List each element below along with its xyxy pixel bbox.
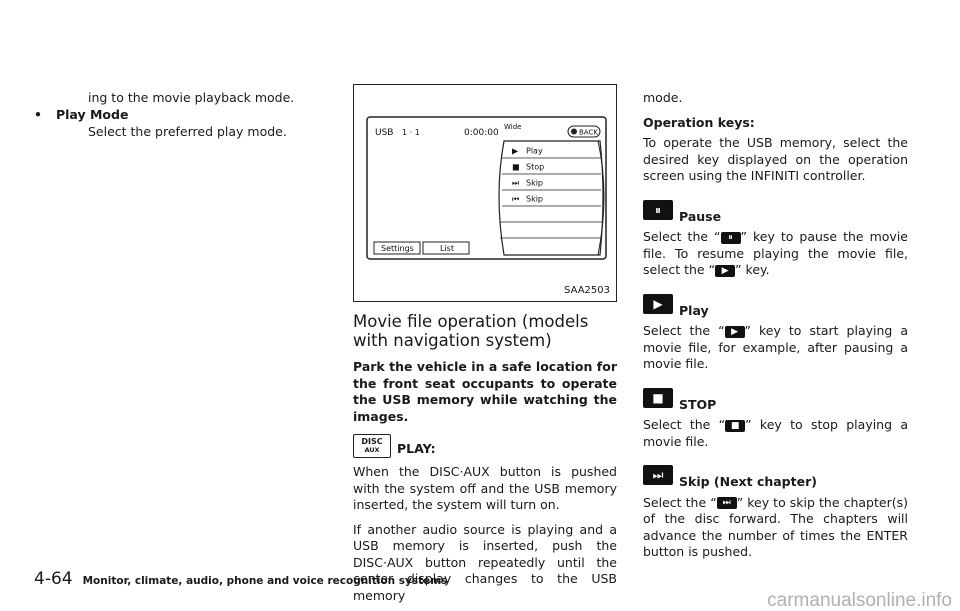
menu-label: Skip	[526, 194, 544, 204]
screen-track: 1 · 1	[402, 128, 420, 137]
play-icon: ▶	[715, 265, 735, 277]
skip-description: Select the “ ⏭ ” key to skip the chapter(s) of the disc forward. The chapters will advance the number of times the ENTER button is pushed.	[643, 494, 908, 559]
disc-aux-button-icon: DISC AUX	[353, 434, 391, 458]
section-heading: Movie file operation (models with navigation system)	[353, 312, 589, 350]
bullet-title: Play Mode	[55, 107, 129, 122]
menu-label: Skip	[526, 178, 544, 188]
pause-key-row	[643, 195, 908, 226]
menu-icon: ■	[512, 162, 520, 172]
safety-warning: Park the vehicle in a safe location for the front seat occupants to operate the USB memory while watching the images.	[353, 359, 617, 424]
stop-description: Select the “ ■ ” key to stop playing a movie file.	[643, 417, 908, 449]
page-footer	[34, 571, 447, 590]
skip-next-icon: ⏭	[717, 497, 737, 509]
menu-icon: ⏭	[512, 178, 520, 188]
stop-icon: ■	[725, 420, 745, 432]
operation-keys-text: To operate the USB memory, select the desired key displayed on the operation screen using the INFINITI controller.	[643, 135, 908, 183]
play-description: Select the “ ▶ ” key to start playing a movie file, for example, after pausing a movie file.	[643, 323, 908, 371]
operation-keys-title: Operation keys:	[643, 114, 755, 130]
screen-source: USB	[375, 128, 394, 138]
paragraph-switch-source: If another audio source is playing and a USB memory is inserted, push the DISC·AUX button repeatedly until the center display changes to the USB memory	[353, 521, 617, 603]
page-number: 4-64	[34, 569, 73, 589]
column-middle	[353, 312, 617, 604]
disc-aux-play-row	[353, 434, 617, 458]
bullet-text: Select the preferred play mode.	[88, 124, 287, 139]
svg-text:BACK: BACK	[579, 128, 598, 137]
continued-text: ing to the movie playback mode.	[88, 90, 295, 105]
svg-text:List: List	[440, 244, 454, 253]
bullet-play-mode	[34, 107, 128, 124]
screen-mode: Wide	[504, 123, 522, 131]
bullet-dot: •	[34, 107, 42, 122]
skip-title: Skip (Next chapter)	[679, 474, 817, 489]
settings-button	[374, 242, 420, 254]
list-button	[423, 242, 469, 254]
pause-icon: ⏸	[643, 200, 673, 220]
play-label: PLAY:	[397, 440, 436, 456]
stop-title: STOP	[679, 396, 717, 412]
skip-key-row	[643, 460, 908, 491]
play-key-row	[643, 289, 908, 320]
pause-title: Pause	[679, 208, 722, 224]
menu-icon: ▶	[512, 146, 519, 156]
pause-icon: ⏸	[721, 232, 741, 244]
menu-label: Stop	[526, 162, 545, 172]
figure-code: SAA2503	[564, 285, 610, 296]
play-icon: ▶	[725, 326, 745, 338]
stop-key-row	[643, 383, 908, 414]
skip-next-icon: ⏭	[643, 465, 673, 485]
play-title: Play	[679, 302, 709, 318]
menu-label: Play	[526, 146, 543, 156]
figure-usb-screen	[353, 84, 617, 302]
screen-time: 0:00:00	[464, 128, 499, 138]
pause-description: Select the “ ⏸ ” key to pause the movie file. To resume playing the movie file, select the “ ▶ ” key.	[643, 229, 908, 277]
watermark: carmanualsonline.info	[767, 589, 952, 611]
section-title: Monitor, climate, audio, phone and voice recognition systems	[82, 575, 448, 587]
column-right	[643, 90, 908, 561]
back-button	[568, 126, 600, 137]
continued-text: mode.	[643, 90, 683, 105]
paragraph-power-on: When the DISC·AUX button is pushed with the system off and the USB memory inserted, the system will turn on.	[353, 464, 617, 512]
stop-icon: ■	[643, 388, 673, 408]
menu-icon: ⏮	[512, 194, 520, 204]
usb-screen-illustration	[354, 85, 616, 301]
play-icon: ▶	[643, 294, 673, 314]
svg-text:Settings: Settings	[381, 244, 414, 253]
